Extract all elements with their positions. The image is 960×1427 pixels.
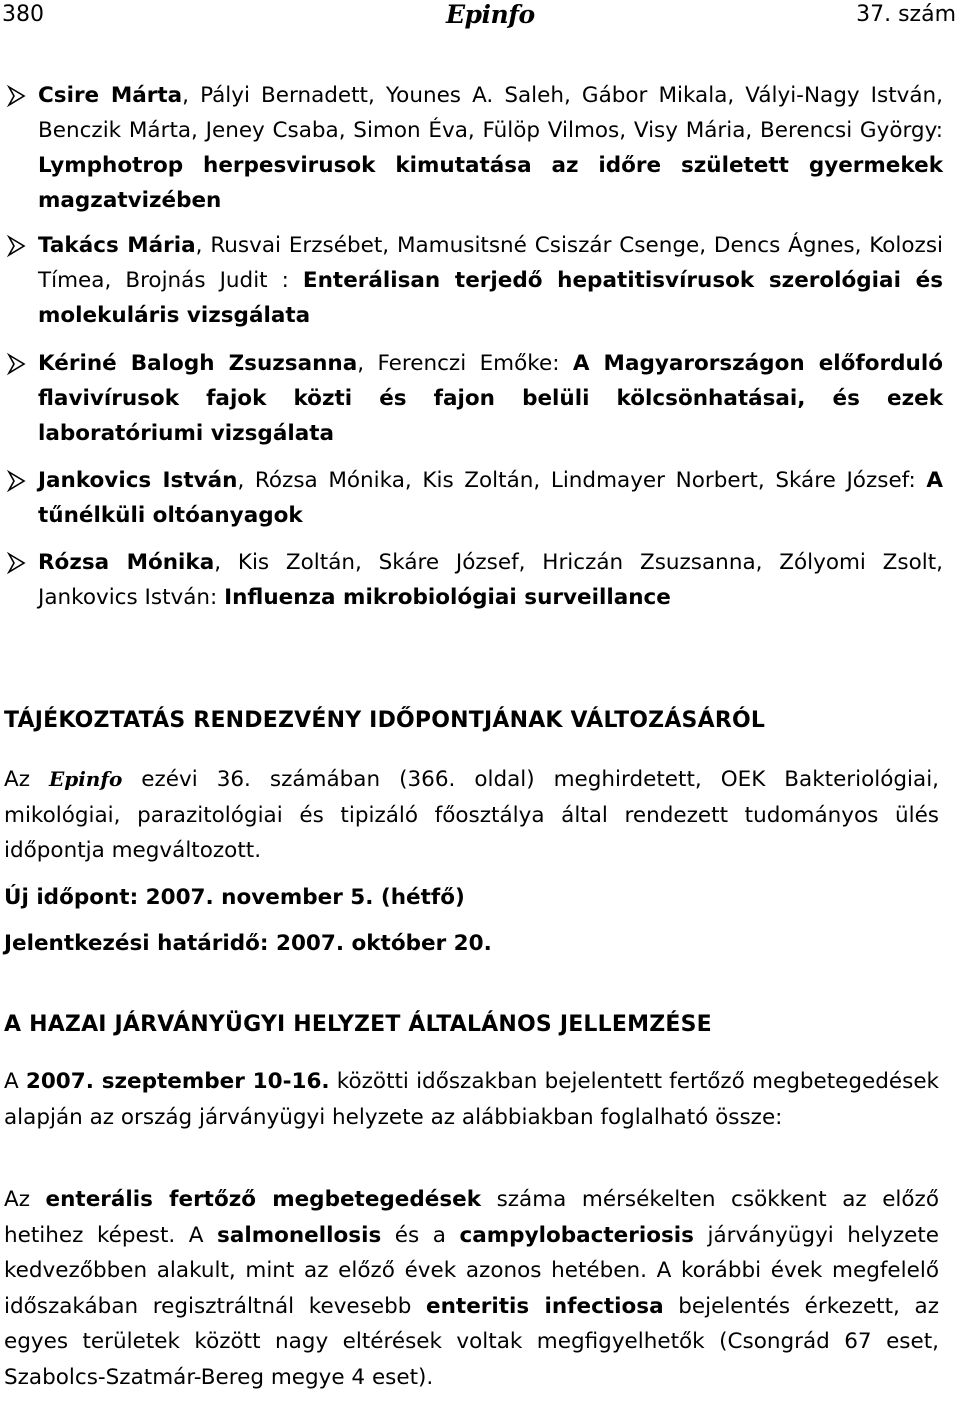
bullet-arrow-icon [6, 234, 30, 258]
page-number: 380 [2, 2, 44, 27]
situation-heading: A HAZAI JÁRVÁNYÜGYI HELYZET ÁLTALÁNOS JELLEMZÉSE [4, 1012, 712, 1037]
notice-heading: TÁJÉKOZTATÁS RENDEZVÉNY IDŐPONTJÁNAK VÁLTOZÁSÁRÓL [4, 708, 766, 733]
abstract-title: Influenza mikrobiológiai surveillance [224, 585, 671, 610]
bullet-arrow-icon [6, 469, 30, 493]
lead-author: Csire Márta [38, 83, 183, 108]
brand-logo: Epinfo [446, 0, 535, 29]
abstract-item [38, 463, 943, 533]
lead-author: Kériné Balogh Zsuzsanna [38, 351, 358, 376]
bullet-arrow-icon [6, 551, 30, 575]
page-header [0, 0, 960, 40]
lead-author: Rózsa Mónika [38, 550, 215, 575]
co-authors: , Pályi Bernadett, Younes A. Saleh, Gábor Mikala, Vályi-Nagy István, Benczik Márta, Jeney Csaba, Simon Éva, Fülöp Vilmos, Visy Mária, Berencsi György: [38, 83, 943, 143]
lead-author: Takács Mária [38, 233, 196, 258]
new-date: Új időpont: 2007. november 5. (hétfő) [4, 885, 465, 910]
brand-logo: Epinfo [48, 767, 123, 791]
abstract-item [38, 78, 943, 218]
abstract-item [38, 545, 943, 615]
abstract-title: A Magyarországon előforduló flavivírusok fajok közti és fajon belüli kölcsönhatásai, és ezek laboratóriumi vizsgálata [38, 351, 943, 446]
issue-number: 37. szám [856, 2, 956, 27]
abstract-item [38, 228, 943, 333]
bullet-arrow-icon [6, 84, 30, 108]
notice-paragraph: Az Epinfo ezévi 36. számában (366. oldal) meghirdetett, OEK Bakteriológiai, mikológiai, parazitológiai és tipizáló főosztálya által rendezett tudományos ülés időpontja megváltozott. [4, 767, 940, 863]
situation-paragraph-2: Az enterális fertőző megbetegedések száma mérsékelten csökkent az előző hetihez képest. A salmonellosis és a campylobacteriosis járványügyi helyzete kedvezőbben alakult, mint az előző évek azonos hetében. A korábbi évek megfelelő időszakában regisztráltnál kevesebb enteritis infectiosa bejelentés érkezett, az egyes területek között nagy eltérések voltak megfigyelhetők (Csongrád 67 eset, Szabolcs-Szatmár-Bereg megye 4 eset). [4, 1187, 939, 1390]
reporting-period: 2007. szeptember 10-16. [25, 1069, 330, 1094]
co-authors: , Ferenczi Emőke: [357, 351, 573, 376]
abstract-title: Enterálisan terjedő hepatitisvírusok szerológiai és molekuláris vizsgálata [38, 268, 943, 328]
co-authors: , Rózsa Mónika, Kis Zoltán, Lindmayer Norbert, Skáre József: [237, 468, 927, 493]
situation-paragraph-1: A 2007. szeptember 10-16. közötti időszakban bejelentett fertőző megbetegedések alapján az ország járványügyi helyzete az alábbiakban foglalható össze: [4, 1069, 939, 1130]
co-authors: , Kis Zoltán, Skáre József, Hriczán Zsuzsanna, Zólyomi Zsolt, Jankovics István: [38, 550, 943, 610]
abstract-item [38, 346, 943, 451]
abstract-title: Lymphotrop herpesvirusok kimutatása az időre született gyermekek magzatvizében [38, 153, 943, 213]
co-authors: , Rusvai Erzsébet, Mamusitsné Csiszár Csenge, Dencs Ágnes, Kolozsi Tímea, Brojnás Judit : [38, 233, 944, 293]
registration-deadline: Jelentkezési határidő: 2007. október 20. [4, 931, 492, 956]
lead-author: Jankovics István [38, 468, 238, 493]
abstract-title: A tűnélküli oltóanyagok [38, 468, 943, 528]
bullet-arrow-icon [6, 352, 30, 376]
